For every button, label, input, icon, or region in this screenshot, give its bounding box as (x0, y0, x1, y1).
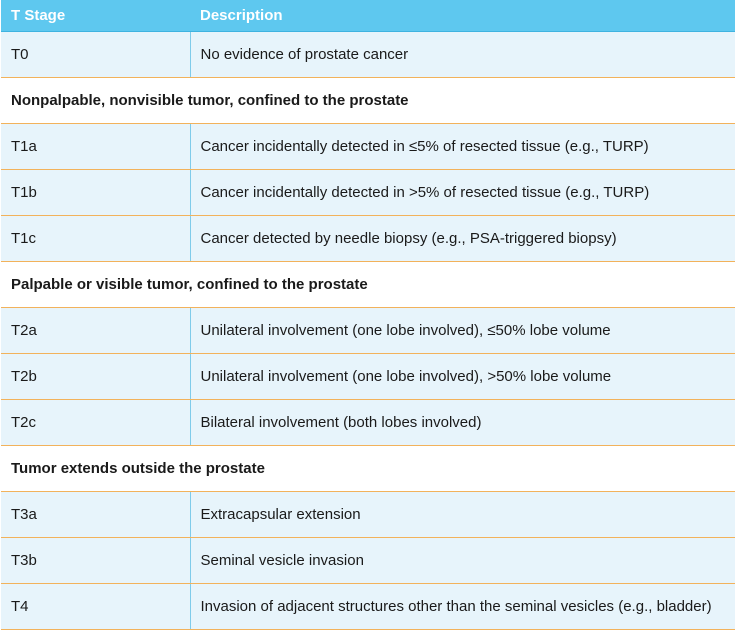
t-stage-table (1, 0, 735, 630)
description-cell: Cancer incidentally detected in ≤5% of resected tissue (e.g., TURP) (190, 124, 735, 170)
section-header-row (1, 446, 735, 492)
stage-cell: T1b (1, 170, 190, 216)
table-row (1, 308, 735, 354)
stage-cell: T3b (1, 538, 190, 584)
description-cell: Bilateral involvement (both lobes involved) (190, 400, 735, 446)
section-label: Palpable or visible tumor, confined to the prostate (1, 262, 735, 308)
description-cell: Cancer detected by needle biopsy (e.g., PSA-triggered biopsy) (190, 216, 735, 262)
section-header-row (1, 262, 735, 308)
column-header-description: Description (190, 0, 735, 32)
table-row (1, 124, 735, 170)
table-body (1, 32, 735, 630)
table-row (1, 400, 735, 446)
description-cell: Extracapsular extension (190, 492, 735, 538)
table-row (1, 492, 735, 538)
table-row (1, 584, 735, 630)
table-header (1, 0, 735, 32)
description-cell: No evidence of prostate cancer (190, 32, 735, 78)
stage-cell: T4 (1, 584, 190, 630)
column-header-stage: T Stage (1, 0, 190, 32)
table-row (1, 32, 735, 78)
description-cell: Invasion of adjacent structures other than the seminal vesicles (e.g., bladder) (190, 584, 735, 630)
description-cell: Cancer incidentally detected in >5% of resected tissue (e.g., TURP) (190, 170, 735, 216)
table-row (1, 216, 735, 262)
stage-cell: T1c (1, 216, 190, 262)
table-row (1, 538, 735, 584)
section-label: Nonpalpable, nonvisible tumor, confined to the prostate (1, 78, 735, 124)
stage-cell: T2c (1, 400, 190, 446)
description-cell: Unilateral involvement (one lobe involved), >50% lobe volume (190, 354, 735, 400)
header-row (1, 0, 735, 32)
stage-cell: T0 (1, 32, 190, 78)
table-row (1, 354, 735, 400)
section-header-row (1, 78, 735, 124)
description-cell: Seminal vesicle invasion (190, 538, 735, 584)
stage-cell: T1a (1, 124, 190, 170)
stage-cell: T2b (1, 354, 190, 400)
stage-cell: T2a (1, 308, 190, 354)
stage-cell: T3a (1, 492, 190, 538)
table-row (1, 170, 735, 216)
section-label: Tumor extends outside the prostate (1, 446, 735, 492)
description-cell: Unilateral involvement (one lobe involved), ≤50% lobe volume (190, 308, 735, 354)
